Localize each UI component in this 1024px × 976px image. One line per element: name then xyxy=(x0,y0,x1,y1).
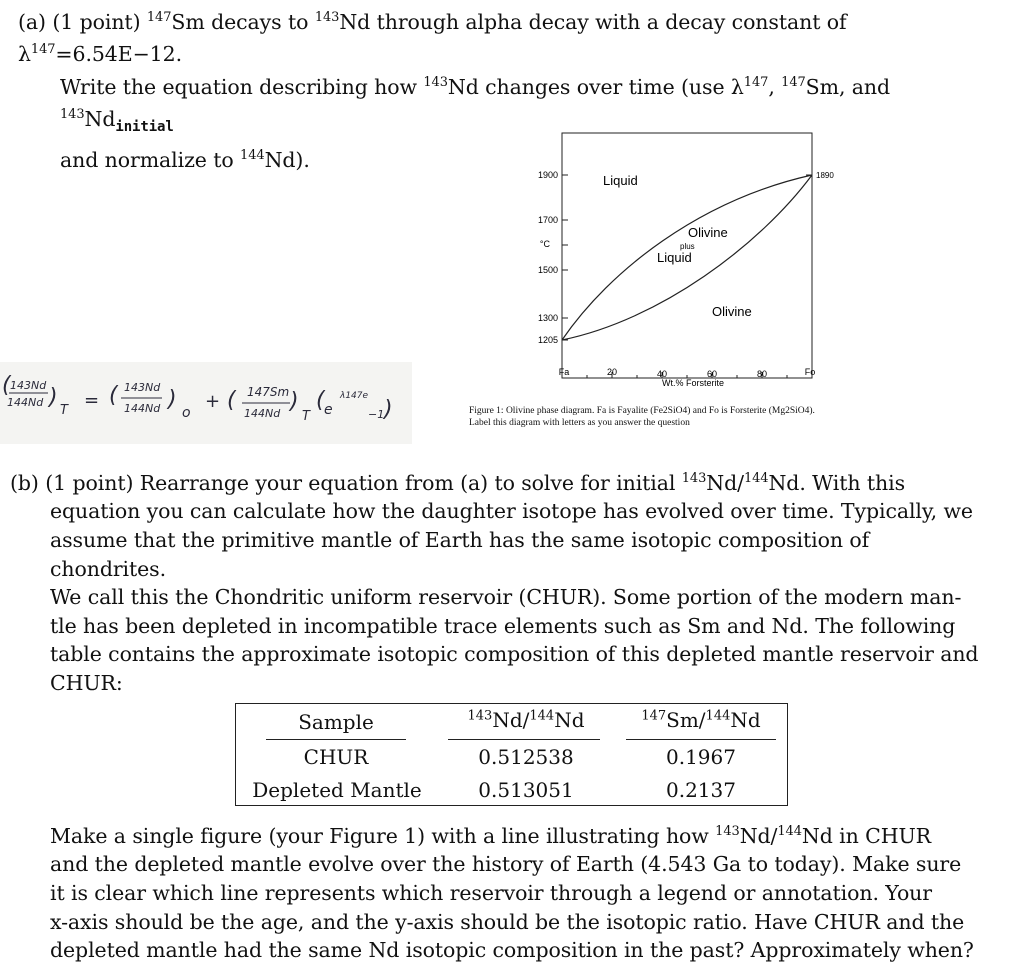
table-cell-chur-sample: CHUR xyxy=(303,745,369,769)
isotope-table xyxy=(235,703,788,806)
x-label-60: 60 xyxy=(706,369,718,379)
y-unit: °C xyxy=(539,239,550,249)
question-b-line1: (b) (1 point) Rearrange your equation from (a) to solve for initial $^{143}$Nd/$^{144}$Nd. With this xyxy=(10,470,906,495)
hw-sub-t2: T xyxy=(302,409,310,424)
paren-open-1: ( xyxy=(2,373,11,398)
table-header-nd-ratio: $^{143}$Nd/$^{144}$Nd xyxy=(467,708,585,732)
paren-close-3: ) xyxy=(290,389,299,414)
y-label-1300: 1300 xyxy=(537,313,558,323)
region-olivine: Olivine xyxy=(712,304,752,319)
table-cell-dm-sample: Depleted Mantle xyxy=(252,778,422,802)
task-line5: depleted mantle had the same Nd isotopic composition in the past? Approximately when? xyxy=(50,938,974,963)
task-line3: it is clear which line represents which reservoir through a legend or annotation. Your xyxy=(50,881,932,906)
question-a-line3: and normalize to $^{144}$Nd). xyxy=(60,147,310,172)
y-label-1500: 1500 xyxy=(537,265,558,275)
question-a-line1: (a) (1 point) $^{147}$Sm decays to $^{143}$Nd through alpha decay with a decay constant of $\lambda^{147}=6.54E-12$. xyxy=(18,9,847,67)
hw-plus: + xyxy=(205,391,221,412)
x-label-20: 20 xyxy=(606,367,618,377)
figure-caption xyxy=(469,405,889,429)
task-line1: Make a single figure (your Figure 1) with a line illustrating how $^{143}$Nd/$^{144}$Nd in CHUR xyxy=(50,823,932,848)
caption-line1: Figure 1: Olivine phase diagram. Fa is Fayalite (Fe2SiO4) and Fo is Forsterite (Mg2SiO4). xyxy=(469,406,815,416)
paren-open-3: ( xyxy=(227,388,236,413)
y-label-1205: 1205 xyxy=(537,335,558,345)
y-label-1700: 1700 xyxy=(537,215,558,225)
hw-minus-one: −1 xyxy=(368,408,385,421)
hw-exponent: λ147e xyxy=(340,391,369,401)
region-liquid: Liquid xyxy=(603,173,638,188)
paren-open-4: ( xyxy=(316,388,325,413)
region-olivine-plus-liquid-1: Olivine xyxy=(688,225,728,240)
x-label-fa: Fa xyxy=(558,367,570,377)
question-b-line6: table contains the approximate isotopic composition of this depleted mantle reservoir and xyxy=(50,642,979,667)
header-rule-3 xyxy=(626,739,776,740)
table-header-sample: Sample xyxy=(298,710,374,734)
paren-close-4: ) xyxy=(384,397,393,422)
x-label-40: 40 xyxy=(656,369,668,379)
x-label-80: 80 xyxy=(756,369,768,379)
question-a xyxy=(18,4,1008,174)
olivine-phase-diagram xyxy=(530,125,834,400)
x-label-fo: Fo xyxy=(804,367,816,377)
label-1890: 1890 xyxy=(816,171,834,180)
handwritten-equation xyxy=(0,362,412,444)
hw-term2-numerator: 143Nd xyxy=(124,381,161,394)
table-header-sm-ratio: $^{147}$Sm/$^{144}$Nd xyxy=(641,708,761,732)
question-b-label: (b) xyxy=(10,470,39,495)
question-b-line4: We call this the Chondritic uniform reservoir (CHUR). Some portion of the modern man- xyxy=(50,585,962,610)
hw-equals: = xyxy=(84,390,100,411)
question-b-line5: tle has been depleted in incompatible trace elements such as Sm and Nd. The following xyxy=(50,613,956,638)
question-a-line2: Write the equation describing how $^{143}$Nd changes over time (use $\lambda^{147}$, $^{147}$Sm, and $^{143}Nd_{initial}$ xyxy=(60,74,891,136)
paren-close-2: ) xyxy=(168,387,177,412)
header-rule-1 xyxy=(266,739,406,740)
region-olivine-plus-liquid-3: Liquid xyxy=(657,250,692,265)
hw-e: e xyxy=(324,402,333,418)
hw-term2-denominator: 144Nd xyxy=(124,402,161,415)
paren-close-1: ) xyxy=(49,385,58,410)
question-b-line3: assume that the primitive mantle of Earth has the same isotopic composition of chondrites. xyxy=(50,528,870,581)
hw-term3-denominator: 144Nd xyxy=(244,407,281,420)
task-line2: and the depleted mantle evolve over the history of Earth (4.543 Ga to today). Make sure xyxy=(50,852,962,877)
question-b xyxy=(10,465,985,698)
region-olivine-plus-liquid-2: plus xyxy=(680,242,695,251)
question-b-line2: equation you can calculate how the daughter isotope has evolved over time. Typically, we xyxy=(50,499,973,524)
question-figure-task xyxy=(50,818,980,965)
hw-term1-denominator: 144Nd xyxy=(7,396,44,409)
hw-sub-t: T xyxy=(60,403,68,418)
header-rule-2 xyxy=(448,739,600,740)
y-label-1900: 1900 xyxy=(537,170,558,180)
task-line4: x-axis should be the age, and the y-axis should be the isotopic ratio. Have CHUR and the xyxy=(50,909,965,934)
table-cell-chur-sm: 0.1967 xyxy=(666,745,736,769)
x-axis-title: Wt.% Forsterite xyxy=(661,378,725,388)
table-cell-dm-sm: 0.2137 xyxy=(666,778,736,802)
paren-open-2: ( xyxy=(109,383,118,408)
table-cell-chur-nd: 0.512538 xyxy=(478,745,574,769)
question-b-line7: CHUR: xyxy=(50,670,123,695)
hw-term3-numerator: 147Sm xyxy=(247,385,290,399)
hw-term1-numerator: 143Nd xyxy=(10,379,47,392)
caption-line2: Label this diagram with letters as you answer the question xyxy=(469,418,690,428)
table-cell-dm-nd: 0.513051 xyxy=(478,778,574,802)
hw-sub-o: o xyxy=(182,405,191,421)
question-a-label: (a) xyxy=(18,9,46,34)
